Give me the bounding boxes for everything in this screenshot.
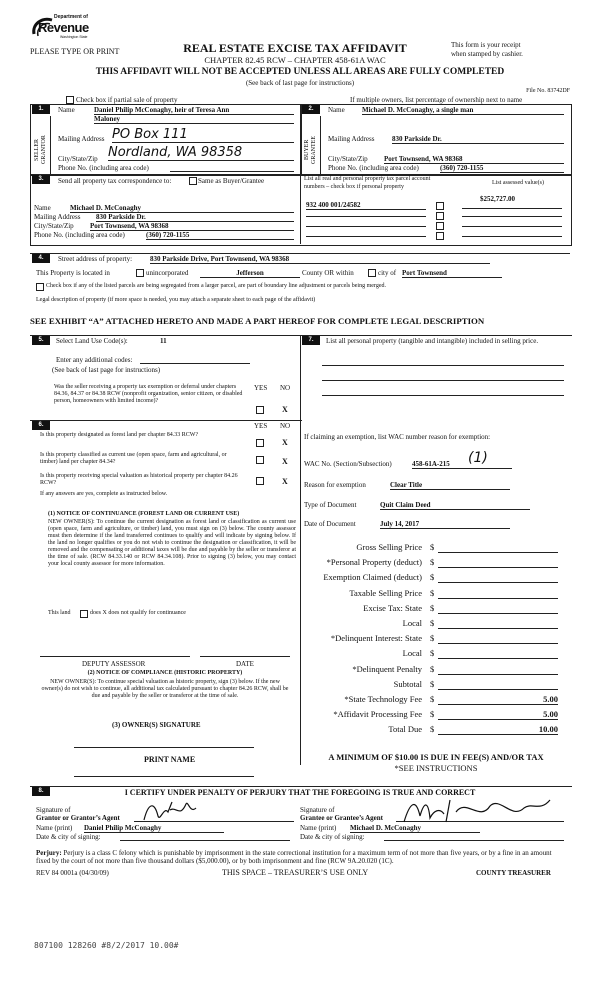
assessed-line-1[interactable] <box>462 208 562 209</box>
file-number: File No. 83742DF <box>526 88 570 94</box>
assessed-line-3[interactable] <box>462 226 562 227</box>
reason-label: Reason for exemption <box>304 481 366 489</box>
buyer-side-label: BUYER GRANTEE <box>304 136 317 164</box>
land-use-value[interactable]: 11 <box>160 337 167 345</box>
exemption-no-answer[interactable]: X <box>282 405 288 414</box>
land-use-label: Select Land Use Code(s): <box>56 337 128 345</box>
notice2-text: NEW OWNER(S): To continue special valuation as historic property, sign (3) below. If the new owner(s) do not wish to continue, all additional tax calculated pursuant to chapter 84.26 RCW, shall be due and payable by the seller or transferor at the time of sale. <box>41 679 289 699</box>
tax-row-currency: $ <box>430 709 435 719</box>
tax-row-label: Local <box>402 618 422 628</box>
buyer-city-label: City/State/Zip <box>328 155 368 163</box>
forest-q1: Is this property designated as forest land per chapter 84.33 RCW? <box>40 432 199 438</box>
county-treasurer: COUNTY TREASURER <box>476 869 551 877</box>
tax-row-value[interactable] <box>438 542 558 553</box>
section-4-number: 4. <box>32 254 50 263</box>
section-8-number: 8. <box>32 787 50 796</box>
section-6-rule <box>30 420 302 421</box>
tax-row-currency: $ <box>430 603 435 613</box>
assessed-line-2[interactable] <box>462 216 562 217</box>
tax-row-label: *Affidavit Processing Fee <box>333 709 422 719</box>
tax-row-currency: $ <box>430 648 435 658</box>
rev-code: REV 84 0001a (04/30/09) <box>36 869 109 877</box>
buyer-city-value[interactable]: Port Townsend, WA 98368 <box>384 155 564 164</box>
parcel-number-1[interactable]: 932 400 001/24582 <box>306 201 426 210</box>
parcel-number-3[interactable] <box>306 226 426 227</box>
parcel-header-1: List all real and personal property tax parcel account <box>304 176 431 182</box>
multiple-owners-note: If multiple owners, list percentage of ownership next to name <box>350 96 523 104</box>
buyer-phone-label: Phone No. (including area code) <box>328 164 419 172</box>
forest-q3-yes-checkbox[interactable] <box>256 477 264 485</box>
tax-row-value[interactable] <box>438 664 558 675</box>
deputy-date-label: DATE <box>236 660 254 668</box>
doc-date-label: Date of Document <box>304 520 356 528</box>
wac-handwritten: (1) <box>468 450 488 466</box>
partial-sale-label: Check box if partial sale of property <box>76 96 178 104</box>
land-does-not-text: does X does not qualify for continuance <box>90 610 186 616</box>
unincorporated-label: unincorporated <box>146 269 189 277</box>
perjury-note <box>36 849 566 865</box>
unincorporated-checkbox[interactable] <box>136 269 144 277</box>
buyer-divider <box>320 116 321 174</box>
tax-row-label: *Personal Property (deduct) <box>326 557 422 567</box>
parcel-number-2[interactable] <box>306 216 426 217</box>
exhibit-text: SEE EXHIBIT “A” ATTACHED HERETO AND MADE A PART HEREOF FOR COMPLETE LEGAL DESCRIPTION <box>30 316 485 326</box>
tax-corr-mailing-label: Mailing Address <box>34 213 81 221</box>
buyer-name-label: Name <box>328 106 345 114</box>
seller-mailing-label: Mailing Address <box>58 135 105 143</box>
treasurer-space: THIS SPACE – TREASURER’S USE ONLY <box>222 868 369 877</box>
forest-q1-answer[interactable]: X <box>282 438 288 447</box>
logo-sub-text: Washington State <box>60 35 88 39</box>
notice1-title: (1) NOTICE OF CONTINUANCE (FOREST LAND OR CURRENT USE) <box>48 511 240 517</box>
perjury-label: Perjury: <box>36 849 62 857</box>
reason-value[interactable]: Clear Title <box>390 481 510 490</box>
tax-row-label: Taxable Selling Price <box>349 588 422 598</box>
grantee-agent-label: Grantee or Grantee’s Agent <box>300 814 384 822</box>
section-3-divider <box>300 174 301 244</box>
assessed-header: List assessed value(s) <box>492 180 544 186</box>
warning-text: THIS AFFIDAVIT WILL NOT BE ACCEPTED UNLESS ALL AREAS ARE FULLY COMPLETED <box>95 67 505 77</box>
tax-row-label: Local <box>402 648 422 658</box>
grantee-name-value[interactable]: Michael D. McConaghy <box>350 824 480 833</box>
tax-corr-name-value[interactable]: Michael D. McConaghy <box>70 204 294 213</box>
tax-row-label: Gross Selling Price <box>356 542 422 552</box>
tax-row-currency: $ <box>430 618 435 628</box>
minimum-note: A MINIMUM OF $10.00 IS DUE IN FEE(S) AND/OR TAX <box>328 752 544 762</box>
seller-side-label: SELLER GRANTOR <box>34 135 47 165</box>
tax-row-value[interactable]: 10.00 <box>438 724 558 735</box>
forest-if-yes: If any answers are yes, complete as instructed below. <box>40 491 168 497</box>
partial-sale-checkbox[interactable] <box>66 96 74 104</box>
logo-big-text: Revenue <box>38 20 89 35</box>
tax-corr-name-label: Name <box>34 204 51 212</box>
personal-property-label: List all personal property (tangible and intangible) included in selling price. <box>326 337 539 345</box>
tax-row-value[interactable] <box>438 618 558 629</box>
seller-mailing-value[interactable]: PO Box 111 <box>112 128 294 143</box>
forest-q2-answer[interactable]: X <box>282 457 288 466</box>
grantee-signature <box>400 792 560 828</box>
wac-value[interactable]: 458-61A-215 <box>412 460 512 469</box>
land-does-checkbox[interactable] <box>80 610 88 618</box>
tax-corr-city-value[interactable]: Port Townsend, WA 98368 <box>90 222 294 231</box>
notice1-text: NEW OWNER(S): To continue the current designation as forest land or classification as current use (open space, farm and agriculture, or timber) land, you must sign on (3) below. The county assessor must then determine if the land transferred continues to qualify and will indicate by signing below. If the land no longer qualifies or you do not wish to continue the designation or classification, it will be removed and the compensating or additional taxes will be due and payable by the seller or transferor at the time of sale. (RCW 84.33.140 or RCW 84.34.108). Prior to signing (3) below, you may contact your local county assessor for more information. <box>48 519 296 567</box>
certify-text: I CERTIFY UNDER PENALTY OF PERJURY THAT THE FOREGOING IS TRUE AND CORRECT <box>124 788 476 797</box>
tax-row-currency: $ <box>430 542 435 552</box>
tax-row-currency: $ <box>430 633 435 643</box>
owner-signature-label: (3) OWNER(S) SIGNATURE <box>112 721 201 729</box>
exemption-yes-checkbox[interactable] <box>256 406 264 414</box>
buyer-mailing-value[interactable]: 830 Parkside Dr. <box>392 135 564 144</box>
exemption-question: Was the seller receiving a property tax exemption or deferral under chapters 84.36, 84.37 or 84.38 RCW (nonprofit organization, senior citizen, or disabled person, homeowners with limited income)? <box>54 384 243 404</box>
receipt-note-2: when stamped by cashier. <box>451 50 523 58</box>
seller-divider <box>50 116 51 174</box>
grantor-name-value[interactable]: Daniel Philip McConaghy <box>84 824 224 833</box>
street-value[interactable]: 830 Parkside Drive, Port Townsend, WA 98368 <box>150 255 490 264</box>
seller-name-label: Name <box>58 106 75 114</box>
segregated-checkbox[interactable] <box>36 283 44 291</box>
forest-q2: Is this property classified as current use (open space, farm and agricultural, or timber) land per chapter 84.34? <box>40 452 227 465</box>
city-value[interactable]: Port Townsend <box>402 269 502 278</box>
segregated-note: Check box if any of the listed parcels are being segregated from a larger parcel, are part of boundary line adjustment or parcels being merged. <box>46 283 386 289</box>
tax-row-currency: $ <box>430 724 435 734</box>
deputy-assessor-line[interactable] <box>40 656 190 657</box>
tax-row-label: *Delinquent Penalty <box>352 664 422 674</box>
forest-no: NO <box>280 422 291 430</box>
grantee-sig-of: Signature of <box>300 806 335 814</box>
personal-property-line-1[interactable] <box>322 365 564 366</box>
section-2-number: 2. <box>302 105 320 114</box>
tax-row-value[interactable]: 5.00 <box>438 709 558 720</box>
tax-row-value[interactable] <box>438 633 558 644</box>
seller-name-line1[interactable]: Daniel Philip McConaghy, heir of Teresa Ann <box>94 106 294 115</box>
section-1-number: 1. <box>32 105 50 114</box>
street-label: Street address of property: <box>58 255 133 263</box>
grantee-name-label: Name (print) <box>300 824 337 832</box>
city-of-label: city of <box>378 269 397 277</box>
personal-property-line-2[interactable] <box>322 380 564 381</box>
seller-name-line2[interactable]: Maloney <box>94 115 294 124</box>
cashier-stamp: 807100 128260 #8/2/2017 10.00# <box>34 941 179 950</box>
parcel-2-personal-checkbox[interactable] <box>436 212 444 220</box>
print-name-line[interactable] <box>74 776 254 777</box>
buyer-name-value[interactable]: Michael D. McConaghy, a single man <box>362 106 564 115</box>
tax-row-currency: $ <box>430 572 435 582</box>
grantee-date-city-label: Date & city of signing: <box>300 833 365 841</box>
doc-type-value[interactable]: Quit Claim Deed <box>380 501 530 510</box>
tax-row-value[interactable] <box>438 603 558 614</box>
tax-row-label: Excise Tax: State <box>363 603 422 613</box>
tax-row-label: *State Technology Fee <box>344 694 422 704</box>
personal-property-line-3[interactable] <box>322 395 564 396</box>
city-checkbox[interactable] <box>368 269 376 277</box>
land-use-no: NO <box>280 384 291 392</box>
tax-row-currency: $ <box>430 588 435 598</box>
parcel-3-personal-checkbox[interactable] <box>436 222 444 230</box>
seller-city-value[interactable]: Nordland, WA 98358 <box>108 146 294 161</box>
additional-codes-label: Enter any additional codes: <box>56 356 133 364</box>
forest-q3: Is this property receiving special valuation as historical property per chapter 84.26 RCW? <box>40 473 238 486</box>
buyer-phone-value[interactable]: (360) 720-1155 <box>440 164 564 173</box>
tax-corr-label: Send all property tax correspondence to: <box>58 177 172 185</box>
logo-small-text: Department of <box>54 14 88 20</box>
see-instructions: *SEE INSTRUCTIONS <box>394 763 478 773</box>
tax-corr-city-label: City/State/Zip <box>34 222 74 230</box>
section-3-number: 3. <box>32 175 50 184</box>
grantor-date-city-line[interactable] <box>120 840 290 841</box>
receipt-note-1: This form is your receipt <box>451 41 521 49</box>
parcel-4-personal-checkbox[interactable] <box>436 232 444 240</box>
seller-phone-label: Phone No. (including area code) <box>58 164 149 172</box>
deputy-assessor-label: DEPUTY ASSESSOR <box>82 660 146 668</box>
revenue-logo <box>30 14 100 42</box>
tax-row-label: Exemption Claimed (deduct) <box>323 572 422 582</box>
forest-q2-yes-checkbox[interactable] <box>256 456 264 464</box>
grantor-sig-of: Signature of <box>36 806 71 814</box>
forest-q1-yes-checkbox[interactable] <box>256 439 264 447</box>
tax-row-label: Subtotal <box>393 679 422 689</box>
tax-row-label: Total Due <box>388 724 422 734</box>
forest-yes: YES <box>254 422 268 430</box>
tax-row-value[interactable]: 5.00 <box>438 694 558 705</box>
instructions-note: (See back of last page for instructions) <box>245 79 355 87</box>
assessed-value-1[interactable]: $252,727.00 <box>480 195 515 203</box>
tax-row-value[interactable] <box>438 557 558 568</box>
parcel-header-2: numbers – check box if personal property <box>304 184 404 190</box>
same-as-buyer-checkbox[interactable] <box>189 177 197 185</box>
grantor-date-city-label: Date & city of signing: <box>36 833 101 841</box>
grantor-agent-label: Grantor or Grantor’s Agent <box>36 814 120 822</box>
land-use-yes: YES <box>254 384 268 392</box>
section-7-number: 7. <box>302 336 320 345</box>
print-name-label: PRINT NAME <box>144 755 196 764</box>
seller-city-label: City/State/Zip <box>58 155 98 163</box>
deputy-date-line[interactable] <box>200 656 290 657</box>
wac-label: WAC No. (Section/Subsection) <box>304 460 392 468</box>
tax-corr-phone-label: Phone No. (including area code) <box>34 231 125 239</box>
tax-row-currency: $ <box>430 557 435 567</box>
same-as-buyer-label: Same as Buyer/Grantee <box>198 177 265 185</box>
tax-row-value[interactable] <box>438 648 558 659</box>
doc-date-value[interactable]: July 14, 2017 <box>380 520 510 529</box>
grantee-date-city-line[interactable] <box>384 840 564 841</box>
tax-row-value[interactable] <box>438 588 558 599</box>
additional-codes-input[interactable] <box>140 363 250 364</box>
section-8-rule <box>30 786 572 787</box>
tax-row-value[interactable] <box>438 572 558 583</box>
please-type-text: PLEASE TYPE OR PRINT <box>30 47 120 56</box>
assessed-line-4[interactable] <box>462 236 562 237</box>
tax-row-currency: $ <box>430 679 435 689</box>
county-or-label: County OR within <box>302 269 354 277</box>
forest-q3-answer[interactable]: X <box>282 477 288 486</box>
section-5-number: 5. <box>32 336 50 345</box>
parcel-number-4[interactable] <box>306 236 426 237</box>
form-title: REAL ESTATE EXCISE TAX AFFIDAVIT <box>183 41 407 55</box>
form-chapter: CHAPTER 82.45 RCW – CHAPTER 458-61A WAC <box>204 55 386 65</box>
notice2-title: (2) NOTICE OF COMPLIANCE (HISTORIC PROPERTY) <box>87 670 243 676</box>
tax-row-currency: $ <box>430 664 435 674</box>
grantor-name-label: Name (print) <box>36 824 73 832</box>
section-7-rule <box>300 335 572 336</box>
tax-row-label: *Delinquent Interest: State <box>330 633 422 643</box>
legal-note: Legal description of property (if more space is needed, you may attach a separate sheet to each page of the affidavit) <box>36 297 316 303</box>
doc-type-label: Type of Document <box>304 501 357 509</box>
owner-signature-line[interactable] <box>74 747 254 748</box>
perjury-text: Perjury is a class C felony which is punishable by imprisonment in the state correctional institution for a maximum term of not more than five years, or by a fine in an amount fixed by the court of not more than five thousand dollars ($5,000.00), or by both imprisonment and fine (RCW 9A.20.020 (1C). <box>36 849 552 865</box>
tax-corr-mailing-value[interactable]: 830 Parkside Dr. <box>96 213 294 222</box>
county-value[interactable]: Jefferson <box>200 269 300 278</box>
tax-row-value[interactable] <box>438 679 558 690</box>
located-prefix: This Property is located in <box>36 269 110 277</box>
land-qualify-label: This land <box>48 610 71 616</box>
land-use-see-back: (See back of last page for instructions) <box>52 366 161 374</box>
exemption-claim-label: If claiming an exemption, list WAC number reason for exemption: <box>304 433 491 441</box>
tax-corr-phone-value[interactable]: (360) 720-1155 <box>146 231 294 240</box>
tax-row-currency: $ <box>430 694 435 704</box>
section-5-rule <box>30 335 302 336</box>
buyer-mailing-label: Mailing Address <box>328 135 375 143</box>
seller-phone-value[interactable] <box>170 171 294 172</box>
section-6-number: 6. <box>32 421 50 430</box>
parcel-1-personal-checkbox[interactable] <box>436 202 444 210</box>
